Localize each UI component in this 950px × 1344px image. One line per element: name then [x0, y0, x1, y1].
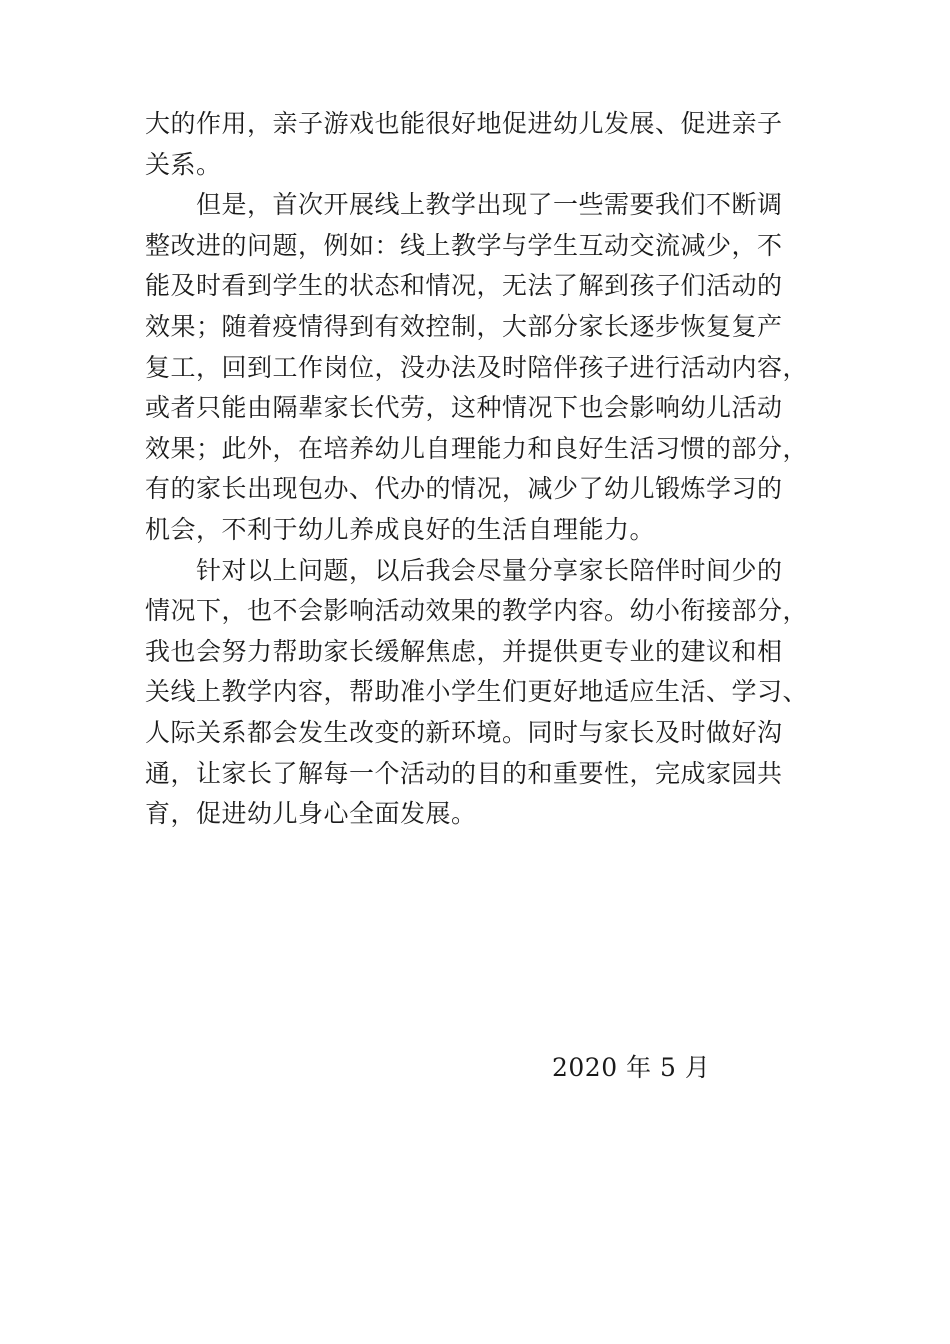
- paragraph-line: 情况下，也不会影响活动效果的教学内容。幼小衔接部分，: [145, 596, 809, 626]
- paragraph-line: 关系。: [145, 149, 222, 179]
- paragraph-line: 通，让家长了解每一个活动的目的和重要性，完成家园共: [145, 758, 783, 788]
- paragraph-line: 我也会努力帮助家长缓解焦虑，并提供更专业的建议和相: [145, 636, 783, 666]
- paragraph-line: 有的家长出现包办、代办的情况，减少了幼儿锻炼学习的: [145, 474, 783, 504]
- paragraph-line: 人际关系都会发生改变的新环境。同时与家长及时做好沟: [145, 718, 783, 747]
- document-date: 2020 年 5 月: [552, 1053, 711, 1082]
- paragraph-line: 机会，不利于幼儿养成良好的生活自理能力。: [145, 515, 656, 544]
- paragraph-line: 但是，首次开展线上教学出现了一些需要我们不断调: [196, 190, 783, 220]
- paragraph-line: 整改进的问题，例如：线上教学与学生互动交流减少，不: [145, 230, 783, 260]
- paragraph-line: 针对以上问题，以后我会尽量分享家长陪伴时间少的: [196, 555, 783, 585]
- paragraph-line: 能及时看到学生的状态和情况，无法了解到孩子们活动的: [145, 271, 783, 301]
- paragraph-line: 大的作用，亲子游戏也能很好地促进幼儿发展、促进亲子: [145, 109, 783, 138]
- paragraph-line: 效果；随着疫情得到有效控制，大部分家长逐步恢复复产: [145, 312, 783, 341]
- paragraph-line: 效果；此外，在培养幼儿自理能力和良好生活习惯的部分，: [145, 433, 809, 463]
- paragraph-line: 或者只能由隔辈家长代劳，这种情况下也会影响幼儿活动: [145, 393, 783, 423]
- paragraph-line: 关线上教学内容，帮助准小学生们更好地适应生活、学习、: [145, 677, 809, 707]
- paragraph-line: 育，促进幼儿身心全面发展。: [145, 799, 477, 829]
- paragraph-line: 复工，回到工作岗位，没办法及时陪伴孩子进行活动内容，: [145, 352, 809, 382]
